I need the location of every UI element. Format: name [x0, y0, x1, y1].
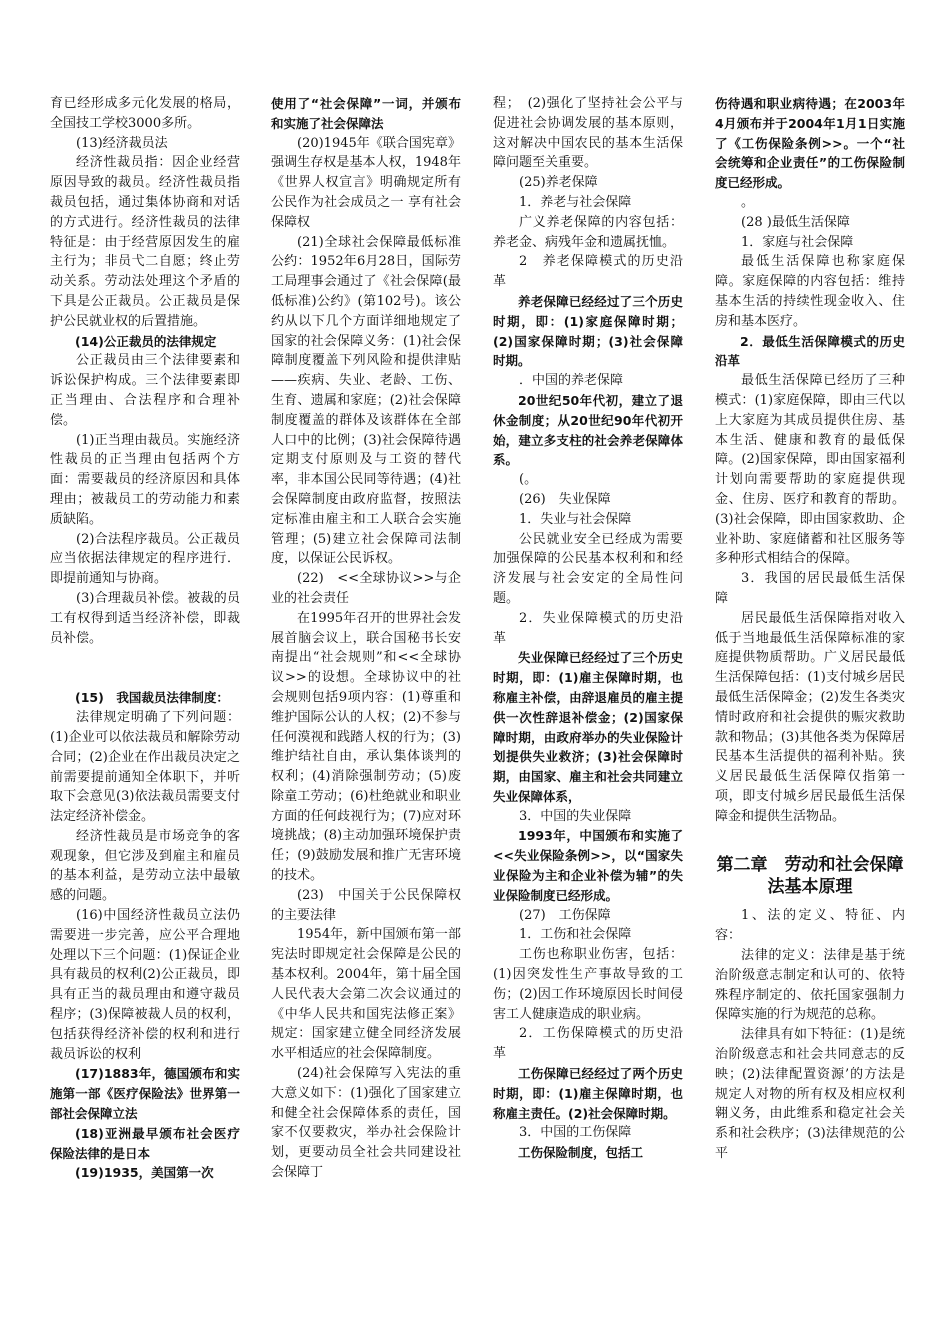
paragraph: 1954年，新中国颁布第一部宪法时即规定社会保障是公民的基本权利。2004年，第十届全国人民代表大会第二次会议通过的《中华人民共和国宪法修正案》规定：国家建立健全同经济发展水平相适应的社会保障制度。 [271, 927, 461, 1062]
paragraph: 在1995年召开的世界社会发展首脑会议上，联合国秘书长安南提出“社会规则”和<<全球协议>>的设想。全球协议中的社会规则包括9项内容：(1)尊重和维护国际公认的人权；(2)不参与任何漠视和践踏人权的行为；(3)维护结社自由，承认集体谈判的权利；(4)消除强制劳动；(5)废除童工劳动；(6)杜绝就业和职业方面的任何歧视行为；(7)应对环境挑战；(8)主动加强环境保护责任；(9)鼓励发展和推广无害环境的技术。 [271, 610, 461, 884]
paragraph: 3．中国的工伤保障 [519, 1125, 632, 1141]
paragraph: 1、法的定义、特征、内容： [715, 908, 905, 944]
paragraph: 育已经形成多元化发展的格局，全国技工学校3000多所。 [50, 96, 240, 131]
spacer [50, 648, 240, 688]
paragraph: (2)合法程序裁员。公正裁员应当依据法律规定的程序进行．即提前通知与协商。 [50, 531, 240, 587]
paragraph: 1．家庭与社会保障 [741, 234, 854, 250]
paragraph: (19)1935，美国第一次 [75, 1165, 214, 1181]
paragraph: 公正裁员由三个法律要素和诉讼保护构成。三个法律要素即正当理由、合法程序和合理补偿。 [50, 353, 240, 428]
paragraph: (21)全球社会保障最低标准公约：1952年6月28日，国际劳工局理事会通过了《社会保障(最低标准)公约》(第102号)。该公约从以下几个方面详细地规定了国家的社会保障义务：(1)社会保障制度覆盖下列风险和提供津贴——疾病、失业、老龄、工伤、生育、遗属和家庭；(2)社会保障制度覆盖的群体及该群体在全部人口中的比例；(3)社会保障待遇定期支付原则及与工资的替代率，非本国公民同等待遇；(4)社会保障制度由政府监督，按照法定标准由雇主和工人联合会实施管理；(5)建立社会保障司法制度，以保证公民诉权。 [271, 234, 461, 567]
paragraph: (17)1883年，德国颁布和实施第一部《医疗保险法》世界第一部社会保障立法 [50, 1066, 240, 1122]
paragraph: (1)正当理由裁员。实施经济性裁员的正当理由包括两个方面：需要裁员的经济原因和具体理由；被裁员工的劳动能力和素质缺陷。 [50, 432, 240, 527]
paragraph: 工伤保障已经经过了两个历史时期，即：(1)雇主保障时期，也称雇主责任。(2)社会保障时期。 [493, 1066, 683, 1121]
paragraph: 最低生活保障已经历了三种模式：(1)家庭保障，即由三代以上大家庭为其成员提供住房、基本生活、健康和教育的最低保障。(2)国家保障，即由国家福利计划向需要帮助的家庭提供现金、住房、医疗和教育的帮助。(3)社会保障，即由国家救助、企业补助、家庭储蓄和社区服务等多种形式相结合的保障。 [715, 373, 905, 567]
column-1 [50, 94, 240, 1183]
paragraph: 最低生活保障也称家庭保障。家庭保障的内容包括：维持基本生活的持续性现金收入、住房和基本医疗。 [715, 254, 905, 329]
paragraph: 。 [741, 194, 755, 210]
spacer [715, 826, 905, 854]
paragraph: (13)经济裁员法 [76, 135, 168, 151]
paragraph: (14)公正裁员的法律规定 [75, 333, 217, 349]
paragraph: 使用了“社会保障”一词，并颁布和实施了社会保障法 [271, 96, 461, 131]
paragraph: (20)1945年《联合国宪章》强调生存权是基本人权，1948年《世界人权宣言》明确规定所有公民作为社会成员之一 享有社会保障权 [271, 135, 461, 230]
paragraph: 公民就业安全已经成为需要加强保障的公民基本权利和和经济发展与社会安定的全局性问题。 [493, 531, 683, 606]
paragraph: (18)亚洲最早颁布社会医疗保险法律的是日本 [50, 1125, 240, 1161]
paragraph: 2 养老保障模式的历史沿革 [493, 254, 683, 290]
paragraph: (23) 中国关于公民保障权的主要法律 [271, 887, 461, 923]
paragraph: ．中国的养老保障 [519, 373, 624, 389]
paragraph: 1．工伤和社会保障 [519, 927, 632, 943]
paragraph: 法律规定明确了下列问题：(1)企业可以依法裁员和解除劳动合同；(2)企业在作出裁员决定之前需要提前通知全体职下，并听取下会意见(3)依法裁员需要支付法定经济补偿金。 [50, 710, 240, 825]
paragraph: (25)养老保障 [519, 175, 598, 191]
paragraph: 工伤保险制度，包括工 [518, 1145, 644, 1161]
chapter-heading: 第二章 劳动和社会保障法基本原理 [716, 855, 904, 898]
paragraph: 20世纪50年代初，建立了退休金制度；从20世纪90年代初开始，建立多支柱的社会养老保障体系。 [493, 392, 683, 468]
paragraph: 广义养老保障的内容包括：养老金、病残年金和遗属抚恤。 [493, 214, 683, 250]
paragraph: (3)合理裁员补偿。被裁的员工有权得到适当经济补偿，即裁员补偿。 [50, 590, 240, 646]
paragraph: (16)中国经济性裁员立法仍需要进一步完善，应公平合理地处理以下三个问题：(1)保证企业具有裁员的权利(2)公正裁员，即具有正当的裁员理由和遵守裁员程序；(3)保障被裁人员的权利，包括获得经济补偿的权利和进行裁员诉讼的权利 [50, 908, 240, 1062]
paragraph: (26) 失业保障 [519, 491, 611, 507]
paragraph: 3．我国的居民最低生活保障 [715, 571, 905, 606]
column-2 [271, 94, 461, 1183]
paragraph: 居民最低生活保障指对收入低于当地最低生活保障标准的家庭提供物质帮助。广义居民最低生活保障包括：(1)支付城乡居民最低生活保障金；(2)发生各类灾情时政府和社会提供的赈灾救助款和物品；(3)其他各类为保障居民基本生活提供的福利补贴。狭义居民最低生活保障仅指第一项，即支付城乡居民最低生活保障金和提供生活物品。 [715, 610, 905, 824]
paragraph: 经济性裁员是市场竞争的客观现象，但它涉及到雇主和雇员的基本利益，是劳动立法中最敏感的问题。 [50, 828, 240, 904]
paragraph: 3．中国的失业保障 [519, 808, 632, 824]
paragraph: 经济性裁员指：因企业经营原因导致的裁员。经济性裁员指裁员包括，通过集体协商和对话的方式进行。经济性裁员的法律特征是：由于经营原因发生的雇主行为；非员弋二自愿；终止劳动关系。劳动法处理这个矛盾的下具是公正裁员。公正裁员是保护公民就业权的后置措施。 [50, 155, 240, 329]
paragraph: (15) 我国裁员法律制度： [75, 690, 229, 706]
paragraph: 1．养老与社会保障 [519, 194, 632, 210]
paragraph: 程； (2)强化了坚持社会公平与促进社会协调发展的基本原则，这对解决中国农民的基本生活保障问题至关重要。 [493, 96, 683, 171]
paragraph: 养老保障已经经过了三个历史时期，即：(1)家庭保障时期；(2)国家保障时期；(3)社会保障时期。 [493, 293, 683, 369]
paragraph: 失业保障已经经过了三个历史时期，即：(1)雇主保障时期，也称雇主补偿，由辞退雇员的雇主提供一次性辞退补偿金；(2)国家保障时期，由政府举办的失业保险计划提供失业救济；(3)社会保障时期，由国家、雇主和社会共同建立失业保障体系， [493, 650, 683, 804]
paragraph: (24)社会保障写入宪法的重大意义如下：(1)强化了国家建立和健全社会保障体系的责任，国家不仅要救灾，举办社会保险计划，更要动员全社会共同建设社会保障丁 [271, 1066, 461, 1181]
paragraph: 法律具有如下特征：(1)是统治阶级意志和社会共同意志的反映；(2)法律配置资源’的方法是规定人对物的所有权及相应权利翱义务，由此维系和稳定社会关系和社会秩序；(3)法律规范的公平 [715, 1027, 905, 1162]
paragraph: 工伤也称职业伤害，包括：(1)因突发性生产事故导致的工伤；(2)因工作环境原因长时间侵害工人健康造成的职业病。 [493, 947, 683, 1022]
paragraph: (22) <<全球协议>>与企业的社会责任 [271, 571, 461, 606]
column-3 [493, 94, 683, 1163]
paragraph: 法律的定义：法律是基于统治阶级意志制定和认可的、依特殊程序制定的、依托国家强制力保障实施的行为规范的总称。 [715, 948, 905, 1023]
paragraph: (28 )最低生活保障 [741, 214, 850, 230]
paragraph: 1993年，中国颁布和实施了<<失业保险条例>>，以“国家失业保险为主和企业补偿为辅”的失业保险制度已经形成。 [493, 828, 683, 903]
paragraph: 1．失业与社会保障 [519, 511, 632, 527]
paragraph: 2．最低生活保障模式的历史沿革 [715, 333, 905, 369]
paragraph: 2．工伤保障模式的历史沿革 [493, 1026, 683, 1062]
paragraph: (。 [519, 472, 538, 488]
paragraph: 伤待遇和职业病待遇；在2003年4月颁布并于2004年1月1日实施了《工伤保险条例>>。一个“社会统筹和企业责任”的工伤保险制度已经形成。 [715, 96, 905, 191]
paragraph: 2．失业保障模式的历史沿革 [493, 610, 683, 646]
column-4 [715, 94, 905, 1164]
paragraph: (27) 工伤保障 [519, 907, 611, 923]
